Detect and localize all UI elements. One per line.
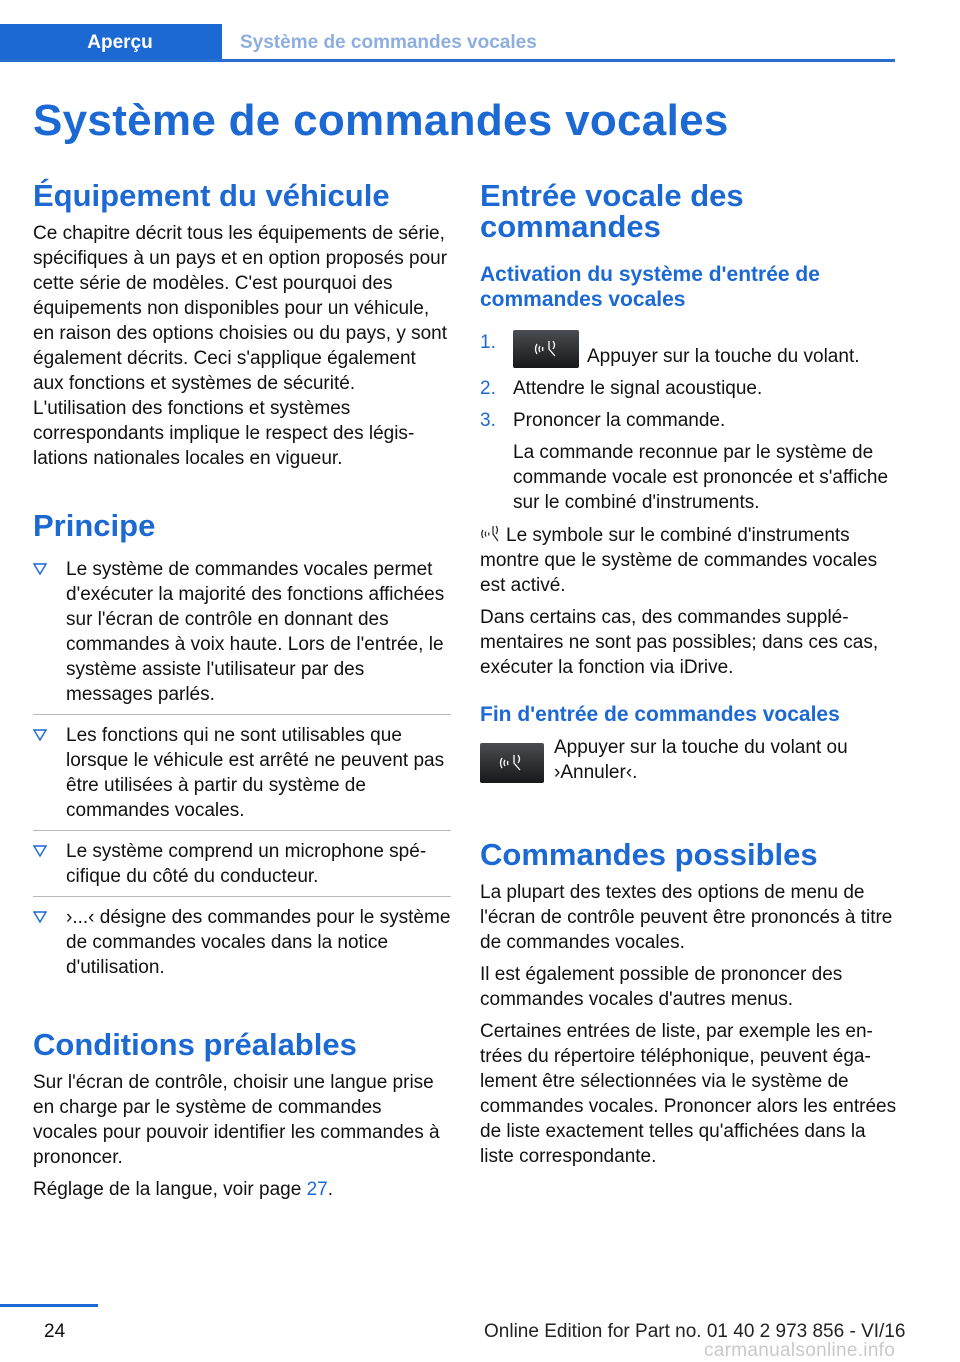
step-number: 3.	[480, 410, 496, 431]
list-item	[480, 408, 898, 515]
voice-key-icon	[480, 743, 544, 783]
watermark: carmanualsonline.info	[704, 1340, 896, 1361]
left-column	[33, 180, 451, 1202]
list-item-text: Le système comprend un microphone spécifique du côté du conducteur.	[66, 841, 427, 887]
list-item	[480, 376, 898, 401]
steps-list	[480, 330, 898, 515]
voice-symbol-icon	[480, 524, 502, 544]
reference-text: Réglage de la langue, voir page	[33, 1179, 307, 1200]
triangle-bullet-icon	[33, 842, 47, 860]
list-item	[33, 839, 451, 897]
list-item-text: Le système de commandes vocales permet d'exécuter la majorité des fonctions affichées sur l'écran de contrôle en donnant des commandes à voix haute. Lors de l'entrée, le système assiste l'utilisateur par des messages parlés.	[66, 559, 445, 705]
triangle-bullet-icon	[33, 908, 47, 926]
page-number: 24	[44, 1321, 66, 1342]
list-item	[480, 330, 898, 369]
symbol-text: Le symbole sur le combiné d'instruments montre que le système de commandes vocales est activé.	[480, 525, 878, 596]
list-item	[33, 557, 451, 715]
edition-text: Online Edition for Part no. 01 40 2 973 856 - VI/16	[484, 1321, 906, 1342]
principe-list	[33, 557, 451, 987]
triangle-bullet-icon	[33, 560, 47, 578]
voice-key-icon	[513, 330, 579, 368]
page-link[interactable]: 27	[306, 1179, 328, 1200]
possible-text-3: Certaines entrées de liste, par exemple les entrées du répertoire téléphonique, peuvent également être sélectionnées via le système de commandes vocales. Prononcer alors les entrées de liste exactement telles qu'affichées dans la liste correspondante.	[480, 1021, 897, 1167]
footer-divider	[0, 1304, 98, 1307]
step-text: Prononcer la commande.	[513, 410, 726, 431]
list-item-text: ›...‹ désigne des commandes pour le système de commandes vocales dans la notice d'utilisation.	[66, 907, 451, 978]
cases-text: Dans certains cas, des commandes supplémentaires ne sont pas possibles; dans ces cas, exécuter la fonction via iDrive.	[480, 607, 879, 678]
fin-block	[480, 739, 898, 799]
language-reference	[33, 1177, 451, 1202]
tab-section[interactable]: Système de commandes vocales	[240, 32, 537, 53]
right-column	[480, 180, 898, 1169]
list-item-text: Les fonctions qui ne sont utilisables que lorsque le véhicule est arrêté ne peuvent pas être utilisées à partir du système de commandes vocales.	[66, 725, 445, 821]
equip-heading: Équipement du véhicule	[33, 178, 390, 213]
reference-end: .	[327, 1179, 334, 1200]
header-divider	[0, 59, 895, 62]
page-title: Système de commandes vocales	[33, 96, 729, 145]
entree-heading: Entrée vocale des commandes	[480, 178, 744, 244]
possible-text-2: Il est également possible de prononcer des commandes vocales d'autres menus.	[480, 964, 843, 1010]
step-number: 2.	[480, 378, 496, 399]
activation-heading: Activation du système d'entrée de commandes vocales	[480, 263, 820, 311]
conditions-heading: Conditions préalables	[33, 1027, 357, 1062]
principe-heading: Principe	[33, 508, 156, 543]
header-tabs	[0, 24, 895, 62]
step-text: Appuyer sur la touche du volant.	[587, 346, 860, 367]
fin-text: Appuyer sur la touche du volant ou ›Annuler‹.	[554, 737, 848, 783]
possible-text-1: La plupart des textes des options de menu de l'écran de contrôle peuvent être prononcés à titre de commandes vocales.	[480, 882, 893, 953]
step-detail: La commande reconnue par le système de commande vocale est prononcée et s'affiche sur le combiné d'instruments.	[513, 442, 889, 513]
symbol-text-block	[480, 523, 898, 598]
equip-text: Ce chapitre décrit tous les équipements de série, spécifiques à un pays et en option proposés pour cette série de modèles. C'est pourquoi des équipements non disponibles pour un véhicule, en raison des options choisies ou du pays, y sont également décrits. Ceci s'applique également aux fonctions et systèmes de sécurité. L'utilisation des fonctions et systèmes correspondants implique le respect des législations nationales locales en vigueur.	[33, 223, 448, 469]
step-number: 1.	[480, 332, 496, 353]
list-item	[33, 905, 451, 987]
triangle-bullet-icon	[33, 726, 47, 744]
possible-heading: Commandes possibles	[480, 837, 818, 872]
fin-heading: Fin d'entrée de commandes vocales	[480, 703, 840, 726]
list-item	[33, 723, 451, 831]
tab-apercu[interactable]: Aperçu	[0, 24, 222, 62]
step-text: Attendre le signal acoustique.	[513, 378, 763, 399]
conditions-text: Sur l'écran de contrôle, choisir une langue prise en charge par le système de commandes vocales pour pouvoir identifier les commandes à prononcer.	[33, 1072, 440, 1168]
